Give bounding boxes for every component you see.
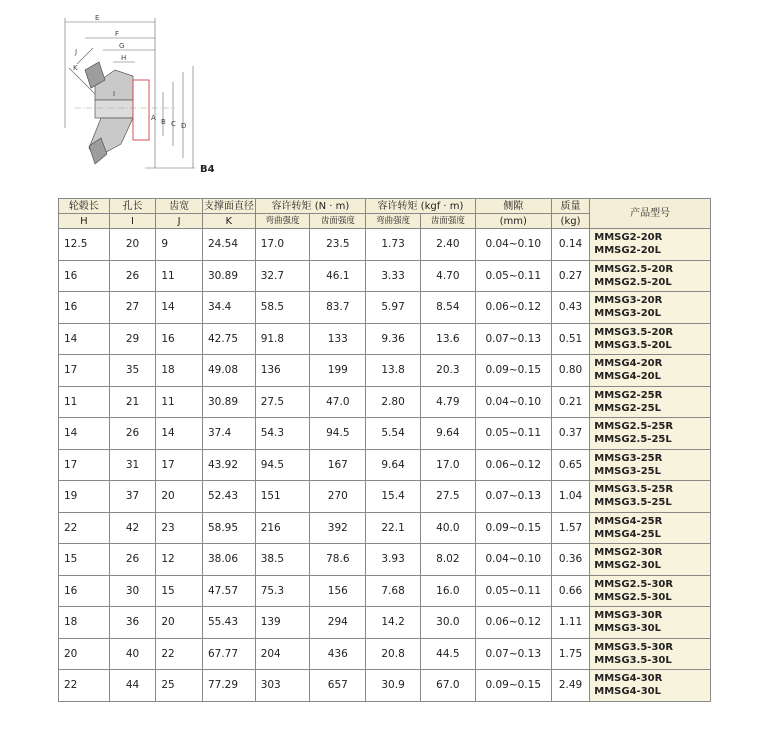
cell-bn: 136 bbox=[255, 355, 310, 387]
cell-j: 11 bbox=[156, 386, 203, 418]
model-left: MMSG4-30L bbox=[594, 686, 661, 698]
cell-h: 16 bbox=[59, 260, 110, 292]
cell-bk: 13.8 bbox=[366, 355, 421, 387]
cell-sn: 199 bbox=[310, 355, 366, 387]
model-left: MMSG2-20L bbox=[594, 245, 661, 257]
cell-k: 38.06 bbox=[202, 544, 255, 576]
header-bending-kgf: 弯曲强度 bbox=[366, 214, 421, 229]
cell-sn: 270 bbox=[310, 481, 366, 513]
cell-i: 30 bbox=[109, 575, 156, 607]
cell-bk: 3.33 bbox=[366, 260, 421, 292]
cell-bl: 0.09~0.15 bbox=[475, 355, 551, 387]
cell-j: 11 bbox=[156, 260, 203, 292]
cell-k: 43.92 bbox=[202, 449, 255, 481]
cell-bk: 1.73 bbox=[366, 229, 421, 261]
model-left: MMSG3.5-20L bbox=[594, 339, 672, 351]
cell-i: 31 bbox=[109, 449, 156, 481]
cell-bk: 22.1 bbox=[366, 512, 421, 544]
cell-k: 55.43 bbox=[202, 607, 255, 639]
cell-j: 17 bbox=[156, 449, 203, 481]
cell-w: 1.11 bbox=[551, 607, 590, 639]
table-row bbox=[59, 229, 711, 261]
cell-w: 0.36 bbox=[551, 544, 590, 576]
header-i: I bbox=[109, 214, 156, 229]
cell-j: 20 bbox=[156, 481, 203, 513]
cell-w: 0.66 bbox=[551, 575, 590, 607]
cell-bn: 91.8 bbox=[255, 323, 310, 355]
cell-sk: 40.0 bbox=[420, 512, 475, 544]
cell-k: 42.75 bbox=[202, 323, 255, 355]
dim-letter-i: I bbox=[113, 90, 116, 98]
cell-sn: 156 bbox=[310, 575, 366, 607]
cell-sk: 17.0 bbox=[420, 449, 475, 481]
header-tooth-width: 齿宽 bbox=[156, 199, 203, 214]
cell-bn: 151 bbox=[255, 481, 310, 513]
cell-w: 0.65 bbox=[551, 449, 590, 481]
table-row bbox=[59, 575, 711, 607]
cell-h: 19 bbox=[59, 481, 110, 513]
cell-i: 40 bbox=[109, 638, 156, 670]
model-left: MMSG2-30L bbox=[594, 560, 661, 572]
header-hole-length: 孔长 bbox=[109, 199, 156, 214]
cell-h: 17 bbox=[59, 449, 110, 481]
cell-h: 14 bbox=[59, 323, 110, 355]
table-body bbox=[59, 229, 711, 702]
model-right: MMSG4-30R bbox=[594, 673, 663, 685]
cell-bk: 20.8 bbox=[366, 638, 421, 670]
cell-h: 15 bbox=[59, 544, 110, 576]
cell-h: 18 bbox=[59, 607, 110, 639]
header-j: J bbox=[156, 214, 203, 229]
cell-bl: 0.09~0.15 bbox=[475, 512, 551, 544]
cell-j: 14 bbox=[156, 418, 203, 450]
cell-k: 58.95 bbox=[202, 512, 255, 544]
header-torque-kgf: 容许转矩 (kgf · m) bbox=[366, 199, 476, 214]
cell-w: 0.80 bbox=[551, 355, 590, 387]
cell-h: 14 bbox=[59, 418, 110, 450]
cell-k: 47.57 bbox=[202, 575, 255, 607]
cell-w: 0.27 bbox=[551, 260, 590, 292]
cell-bn: 204 bbox=[255, 638, 310, 670]
cell-model bbox=[590, 670, 711, 702]
dim-letter-e: E bbox=[95, 14, 100, 22]
cell-model bbox=[590, 418, 711, 450]
cell-j: 23 bbox=[156, 512, 203, 544]
cell-sk: 8.02 bbox=[420, 544, 475, 576]
cell-bn: 32.7 bbox=[255, 260, 310, 292]
cell-bk: 30.9 bbox=[366, 670, 421, 702]
cell-i: 26 bbox=[109, 260, 156, 292]
model-left: MMSG3-25L bbox=[594, 465, 661, 477]
cell-model bbox=[590, 229, 711, 261]
model-right: MMSG2-30R bbox=[594, 547, 663, 559]
header-torque-nm: 容许转矩 (N · m) bbox=[255, 199, 366, 214]
cell-w: 1.75 bbox=[551, 638, 590, 670]
cell-h: 16 bbox=[59, 292, 110, 324]
model-right: MMSG3-25R bbox=[594, 452, 663, 464]
cell-bl: 0.07~0.13 bbox=[475, 323, 551, 355]
cell-j: 15 bbox=[156, 575, 203, 607]
table-row bbox=[59, 260, 711, 292]
cell-bl: 0.05~0.11 bbox=[475, 575, 551, 607]
cell-model bbox=[590, 607, 711, 639]
model-left: MMSG4-25L bbox=[594, 528, 661, 540]
model-left: MMSG3.5-25L bbox=[594, 497, 672, 509]
model-right: MMSG2-25R bbox=[594, 389, 663, 401]
cell-bn: 54.3 bbox=[255, 418, 310, 450]
cell-model bbox=[590, 323, 711, 355]
header-k: K bbox=[202, 214, 255, 229]
cell-k: 30.89 bbox=[202, 386, 255, 418]
cell-sn: 47.0 bbox=[310, 386, 366, 418]
cell-sn: 436 bbox=[310, 638, 366, 670]
model-right: MMSG4-20R bbox=[594, 358, 663, 370]
cell-h: 22 bbox=[59, 512, 110, 544]
cell-bn: 303 bbox=[255, 670, 310, 702]
cell-sk: 8.54 bbox=[420, 292, 475, 324]
cell-sn: 23.5 bbox=[310, 229, 366, 261]
cell-h: 11 bbox=[59, 386, 110, 418]
dim-letter-j: J bbox=[75, 48, 78, 56]
dim-letter-g: G bbox=[119, 42, 125, 50]
cell-sn: 83.7 bbox=[310, 292, 366, 324]
bevel-gear-diagram bbox=[55, 8, 245, 188]
cell-sk: 44.5 bbox=[420, 638, 475, 670]
cell-bl: 0.06~0.12 bbox=[475, 607, 551, 639]
cell-sk: 4.70 bbox=[420, 260, 475, 292]
gear-dimension-drawing bbox=[55, 8, 245, 188]
cell-model bbox=[590, 575, 711, 607]
cell-bk: 7.68 bbox=[366, 575, 421, 607]
cell-bk: 14.2 bbox=[366, 607, 421, 639]
cell-h: 16 bbox=[59, 575, 110, 607]
cell-i: 26 bbox=[109, 544, 156, 576]
cell-bl: 0.07~0.13 bbox=[475, 481, 551, 513]
cell-bk: 9.36 bbox=[366, 323, 421, 355]
cell-bn: 216 bbox=[255, 512, 310, 544]
table-row bbox=[59, 292, 711, 324]
cell-w: 1.57 bbox=[551, 512, 590, 544]
cell-w: 0.51 bbox=[551, 323, 590, 355]
header-weight-unit: (kg) bbox=[551, 214, 590, 229]
cell-h: 17 bbox=[59, 355, 110, 387]
model-right: MMSG2.5-30R bbox=[594, 578, 674, 590]
cell-h: 12.5 bbox=[59, 229, 110, 261]
table-row bbox=[59, 638, 711, 670]
cell-bk: 5.97 bbox=[366, 292, 421, 324]
cell-bk: 5.54 bbox=[366, 418, 421, 450]
model-right: MMSG2.5-25R bbox=[594, 421, 674, 433]
cell-sk: 20.3 bbox=[420, 355, 475, 387]
cell-sn: 657 bbox=[310, 670, 366, 702]
cell-i: 44 bbox=[109, 670, 156, 702]
cell-bk: 3.93 bbox=[366, 544, 421, 576]
cell-sn: 46.1 bbox=[310, 260, 366, 292]
header-h: H bbox=[59, 214, 110, 229]
cell-bn: 17.0 bbox=[255, 229, 310, 261]
cell-j: 12 bbox=[156, 544, 203, 576]
cell-sk: 9.64 bbox=[420, 418, 475, 450]
cell-k: 49.08 bbox=[202, 355, 255, 387]
cell-bn: 94.5 bbox=[255, 449, 310, 481]
cell-bk: 2.80 bbox=[366, 386, 421, 418]
model-left: MMSG3.5-30L bbox=[594, 654, 672, 666]
cell-j: 16 bbox=[156, 323, 203, 355]
table-row bbox=[59, 355, 711, 387]
model-right: MMSG3-30R bbox=[594, 610, 663, 622]
cell-j: 14 bbox=[156, 292, 203, 324]
cell-i: 36 bbox=[109, 607, 156, 639]
cell-model bbox=[590, 449, 711, 481]
header-weight: 质量 bbox=[551, 199, 590, 214]
cell-bn: 38.5 bbox=[255, 544, 310, 576]
model-left: MMSG2.5-20L bbox=[594, 276, 672, 288]
model-left: MMSG3-20L bbox=[594, 308, 661, 320]
cell-bn: 27.5 bbox=[255, 386, 310, 418]
cell-bl: 0.06~0.12 bbox=[475, 449, 551, 481]
table-row bbox=[59, 670, 711, 702]
cell-j: 22 bbox=[156, 638, 203, 670]
cell-i: 29 bbox=[109, 323, 156, 355]
header-bending-nm: 弯曲强度 bbox=[255, 214, 310, 229]
header-backlash: 侧隙 bbox=[475, 199, 551, 214]
cell-h: 22 bbox=[59, 670, 110, 702]
table-row bbox=[59, 386, 711, 418]
header-backlash-unit: (mm) bbox=[475, 214, 551, 229]
model-right: MMSG3.5-25R bbox=[594, 484, 674, 496]
cell-model bbox=[590, 292, 711, 324]
header-surface-nm: 齿面强度 bbox=[310, 214, 366, 229]
header-row-top bbox=[59, 199, 711, 214]
cell-i: 20 bbox=[109, 229, 156, 261]
cell-bl: 0.04~0.10 bbox=[475, 544, 551, 576]
cell-w: 1.04 bbox=[551, 481, 590, 513]
model-right: MMSG3.5-20R bbox=[594, 326, 674, 338]
cell-sn: 94.5 bbox=[310, 418, 366, 450]
dim-letter-a: A bbox=[151, 114, 156, 122]
dim-letter-b: B bbox=[161, 118, 166, 126]
cell-k: 77.29 bbox=[202, 670, 255, 702]
cell-sk: 30.0 bbox=[420, 607, 475, 639]
dim-letter-c: C bbox=[171, 120, 176, 128]
cell-sn: 167 bbox=[310, 449, 366, 481]
header-surface-kgf: 齿面强度 bbox=[420, 214, 475, 229]
model-right: MMSG2.5-20R bbox=[594, 263, 674, 275]
dim-letter-f: F bbox=[115, 30, 120, 38]
cell-bl: 0.09~0.15 bbox=[475, 670, 551, 702]
cell-sn: 133 bbox=[310, 323, 366, 355]
cell-model bbox=[590, 638, 711, 670]
model-left: MMSG3-30L bbox=[594, 623, 661, 635]
cell-bn: 75.3 bbox=[255, 575, 310, 607]
model-right: MMSG2-20R bbox=[594, 232, 663, 244]
cell-j: 25 bbox=[156, 670, 203, 702]
cell-j: 18 bbox=[156, 355, 203, 387]
cell-w: 0.43 bbox=[551, 292, 590, 324]
cell-model bbox=[590, 544, 711, 576]
cell-sk: 4.79 bbox=[420, 386, 475, 418]
cell-k: 37.4 bbox=[202, 418, 255, 450]
cell-bk: 9.64 bbox=[366, 449, 421, 481]
table-row bbox=[59, 512, 711, 544]
cell-w: 0.37 bbox=[551, 418, 590, 450]
cell-k: 34.4 bbox=[202, 292, 255, 324]
cell-bn: 58.5 bbox=[255, 292, 310, 324]
dim-letter-k: K bbox=[73, 64, 78, 72]
cell-i: 35 bbox=[109, 355, 156, 387]
model-left: MMSG2-25L bbox=[594, 402, 661, 414]
cell-bl: 0.05~0.11 bbox=[475, 418, 551, 450]
table-row bbox=[59, 323, 711, 355]
table-row bbox=[59, 481, 711, 513]
cell-w: 0.21 bbox=[551, 386, 590, 418]
cell-j: 20 bbox=[156, 607, 203, 639]
cell-bl: 0.04~0.10 bbox=[475, 229, 551, 261]
cell-bl: 0.07~0.13 bbox=[475, 638, 551, 670]
table-row bbox=[59, 418, 711, 450]
cell-h: 20 bbox=[59, 638, 110, 670]
cell-k: 24.54 bbox=[202, 229, 255, 261]
model-right: MMSG3.5-30R bbox=[594, 641, 674, 653]
cell-j: 9 bbox=[156, 229, 203, 261]
header-model: 产品型号 bbox=[590, 199, 711, 229]
cell-w: 2.49 bbox=[551, 670, 590, 702]
cell-sk: 2.40 bbox=[420, 229, 475, 261]
cell-bl: 0.04~0.10 bbox=[475, 386, 551, 418]
cell-model bbox=[590, 386, 711, 418]
drawing-label: B4 bbox=[200, 164, 215, 175]
table-row bbox=[59, 449, 711, 481]
cell-sn: 78.6 bbox=[310, 544, 366, 576]
cell-model bbox=[590, 481, 711, 513]
cell-sk: 27.5 bbox=[420, 481, 475, 513]
cell-k: 52.43 bbox=[202, 481, 255, 513]
cell-w: 0.14 bbox=[551, 229, 590, 261]
table-row bbox=[59, 607, 711, 639]
cell-k: 67.77 bbox=[202, 638, 255, 670]
cell-sn: 294 bbox=[310, 607, 366, 639]
cell-k: 30.89 bbox=[202, 260, 255, 292]
cell-i: 42 bbox=[109, 512, 156, 544]
model-right: MMSG4-25R bbox=[594, 515, 663, 527]
cell-sk: 67.0 bbox=[420, 670, 475, 702]
cell-i: 37 bbox=[109, 481, 156, 513]
cell-bk: 15.4 bbox=[366, 481, 421, 513]
cell-model bbox=[590, 355, 711, 387]
cell-sk: 13.6 bbox=[420, 323, 475, 355]
dim-letter-h: H bbox=[121, 54, 127, 62]
spec-table bbox=[58, 198, 711, 702]
cell-i: 26 bbox=[109, 418, 156, 450]
dim-letter-d: D bbox=[181, 122, 187, 130]
cell-i: 21 bbox=[109, 386, 156, 418]
cell-model bbox=[590, 260, 711, 292]
cell-bl: 0.06~0.12 bbox=[475, 292, 551, 324]
cell-model bbox=[590, 512, 711, 544]
model-left: MMSG2.5-30L bbox=[594, 591, 672, 603]
table-row bbox=[59, 544, 711, 576]
cell-i: 27 bbox=[109, 292, 156, 324]
header-support-diameter: 支撑面直径 bbox=[203, 200, 254, 212]
model-left: MMSG4-20L bbox=[594, 371, 661, 383]
cell-sn: 392 bbox=[310, 512, 366, 544]
model-right: MMSG3-20R bbox=[594, 295, 663, 307]
model-left: MMSG2.5-25L bbox=[594, 434, 672, 446]
header-hub-length: 轮毂长 bbox=[59, 199, 110, 214]
cell-bl: 0.05~0.11 bbox=[475, 260, 551, 292]
cell-bn: 139 bbox=[255, 607, 310, 639]
cell-sk: 16.0 bbox=[420, 575, 475, 607]
